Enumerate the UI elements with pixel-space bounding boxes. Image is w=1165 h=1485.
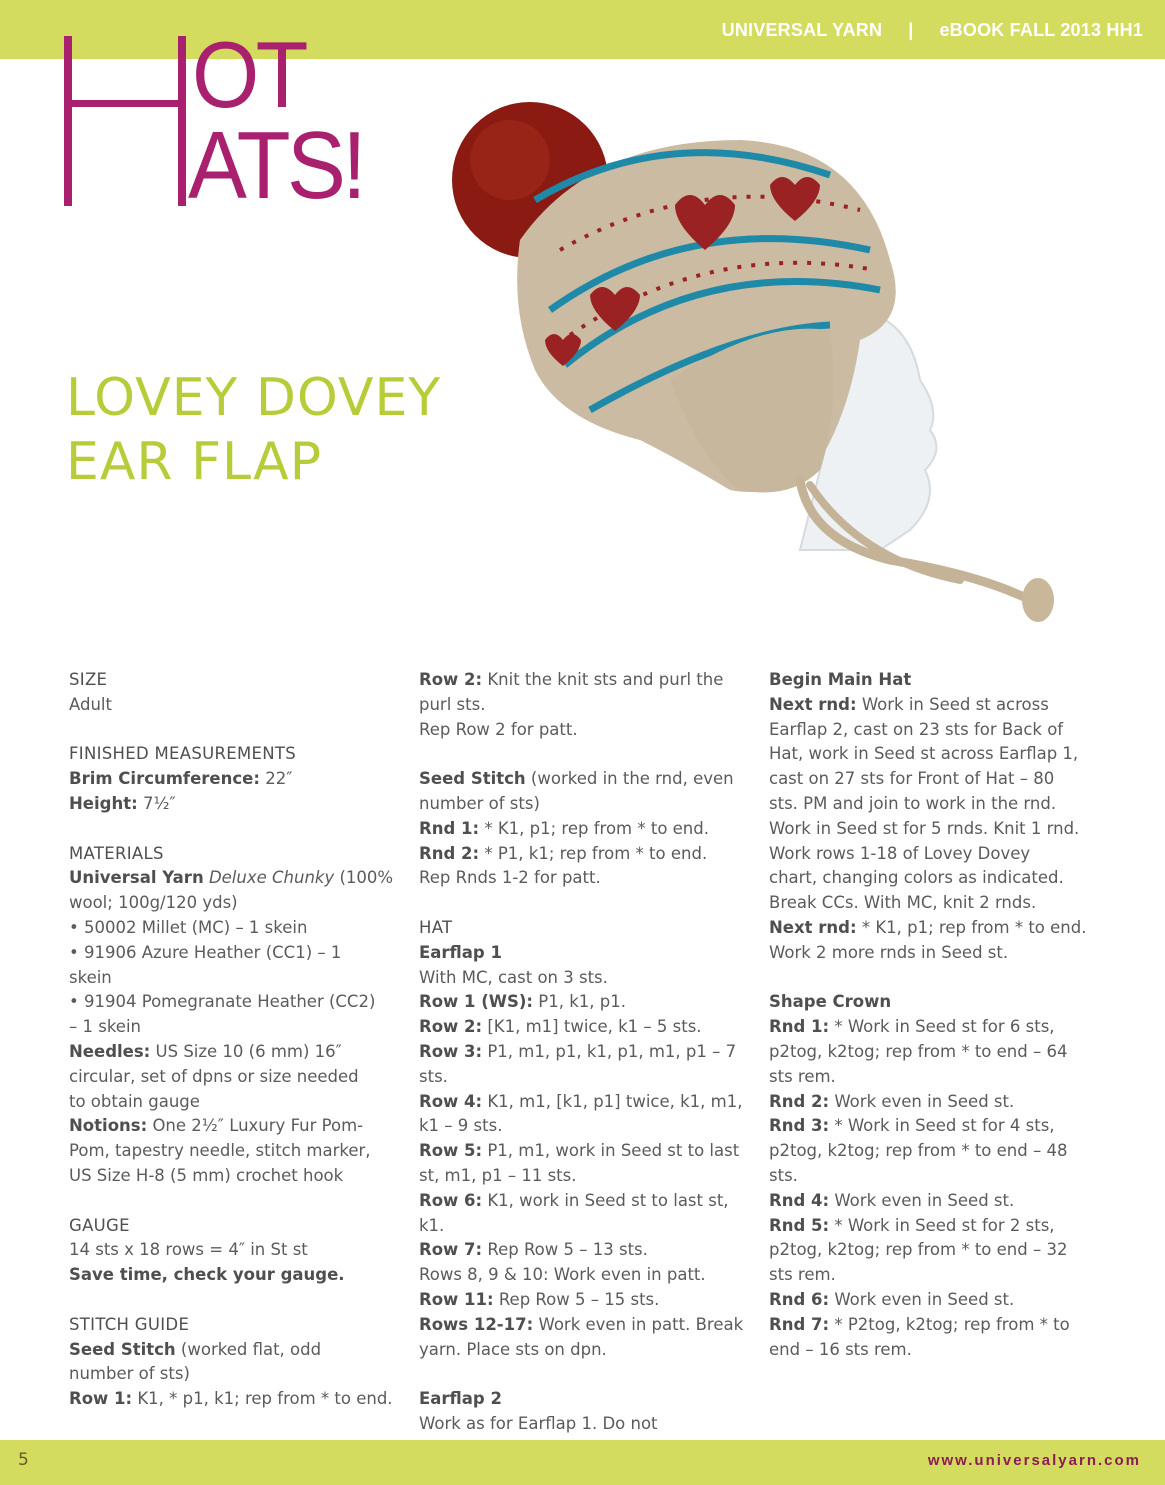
rnd-text-cont: Work rows 1-18 of Lovey Dovey — [769, 843, 1031, 863]
materials-heading: MATERIALS — [69, 843, 164, 863]
gauge-note: Save time, check your gauge. — [69, 1265, 345, 1285]
rnd-text: * Work in Seed st for 4 sts, — [829, 1116, 1055, 1136]
yarn-line — [69, 866, 409, 891]
notions-label: Notions: — [69, 1116, 148, 1136]
ef-row4 — [419, 1090, 759, 1115]
yarn-color-cc2-cont: – 1 skein — [69, 1017, 141, 1037]
row-label: Row 1 (WS): — [419, 992, 534, 1012]
rnd-text: * P2tog, k2tog; rep from * to — [829, 1314, 1070, 1334]
next-rnd — [769, 693, 1109, 718]
rnd-text-cont: Work 2 more rnds in Seed st. — [769, 942, 1009, 962]
row-label: Row 3: — [419, 1041, 483, 1061]
rnd-text: Work even in Seed st. — [829, 1289, 1015, 1309]
ef-row11 — [419, 1288, 759, 1313]
crown-rnd7 — [769, 1313, 1109, 1338]
rnd-text-cont: Work in Seed st for 5 rnds. Knit 1 rnd. — [769, 818, 1080, 838]
row-label: Row 7: — [419, 1240, 483, 1260]
rnd-text: Work in Seed st across — [856, 694, 1049, 714]
rnd-text: * P1, k1; rep from * to end. — [479, 843, 708, 863]
hat-photo — [440, 80, 1060, 660]
gauge-heading: GAUGE — [69, 1215, 130, 1235]
rnd-label: Rnd 2: — [419, 843, 480, 863]
yarn-color-cc1-cont: skein — [69, 967, 112, 987]
row-text-cont: yarn. Place sts on dpn. — [419, 1339, 607, 1359]
next-rnd-2 — [769, 916, 1109, 941]
rnd-label: Rnd 2: — [769, 1091, 830, 1111]
rnd-text: Work even in Seed st. — [829, 1091, 1015, 1111]
rnd-text-cont: chart, changing colors as indicated. — [769, 868, 1064, 888]
ef-row2 — [419, 1015, 759, 1040]
brim-value: 22″ — [259, 769, 293, 789]
page-number: 5 — [18, 1450, 29, 1470]
yarn-name: Deluxe Chunky — [203, 868, 335, 888]
needles-value-3: to obtain gauge — [69, 1091, 200, 1111]
header-bar — [0, 0, 1165, 59]
rnd-text: * K1, p1; rep from * to end. — [856, 917, 1087, 937]
row-text: P1, m1, work in Seed st to last — [482, 1141, 740, 1161]
rnd-text-cont: Break CCs. With MC, knit 2 rnds. — [769, 893, 1037, 913]
seed-row1 — [69, 1387, 409, 1412]
row-label: Row 11: — [419, 1289, 494, 1309]
crown-rnd1 — [769, 1015, 1109, 1040]
row-text: [K1, m1] twice, k1 – 5 sts. — [482, 1017, 702, 1037]
seed-flat-desc-2: number of sts) — [69, 1364, 190, 1384]
column-1 — [69, 668, 409, 1412]
rnd-label: Next rnd: — [769, 694, 857, 714]
footer-bar — [0, 1440, 1165, 1485]
crown-rnd6 — [769, 1288, 1109, 1313]
row-text: Knit the knit sts and purl the — [482, 670, 724, 689]
height-line — [69, 792, 409, 817]
website-link[interactable]: www.universalyarn.com — [927, 1452, 1141, 1469]
row-label: Row 5: — [419, 1141, 483, 1161]
ef-row1 — [419, 990, 759, 1015]
title-line-2: EAR FLAP — [66, 432, 323, 492]
height-value: 7½″ — [137, 793, 176, 813]
rnd-label: Rnd 7: — [769, 1314, 830, 1334]
yarn-color-mc: • 50002 Millet (MC) – 1 skein — [69, 917, 308, 937]
rnd-text-cont: sts. PM and join to work in the rnd. — [769, 793, 1057, 813]
rnd-text-cont: end – 16 sts rem. — [769, 1339, 912, 1359]
seed-rnd-desc-2: number of sts) — [419, 793, 540, 813]
yarn-brand: Universal Yarn — [69, 868, 204, 888]
logo-line-2: ATS! — [188, 112, 364, 219]
issue-label: eBOOK FALL 2013 HH1 — [939, 20, 1143, 40]
ef-row7 — [419, 1238, 759, 1263]
notions-value-3: US Size H-8 (5 mm) crochet hook — [69, 1165, 344, 1185]
publisher-name: UNIVERSAL YARN — [721, 20, 883, 40]
row-label: Row 2: — [419, 1017, 483, 1037]
yarn-color-cc2: • 91904 Pomegranate Heather (CC2) — [69, 992, 376, 1012]
row-text: K1, * p1, k1; rep from * to end. — [132, 1389, 393, 1409]
seed-rnd1 — [419, 817, 759, 842]
rnd-text-cont: Hat, work in Seed st across Earflap 1, — [769, 744, 1079, 764]
row-text-cont: st, m1, p1 – 11 sts. — [419, 1165, 577, 1185]
seed-flat-label: Seed Stitch — [69, 1339, 176, 1359]
earflap2-heading: Earflap 2 — [419, 1389, 502, 1409]
rnd-text-cont: p2tog, k2tog; rep from * to end – 48 — [769, 1141, 1068, 1161]
row-text: Rep Row 5 – 15 sts. — [493, 1289, 660, 1309]
yarn-color-cc1: • 91906 Azure Heather (CC1) – 1 — [69, 942, 342, 962]
earflap2-text: Work as for Earflap 1. Do not — [419, 1413, 658, 1433]
notions-value-2: Pom, tapestry needle, stitch marker, — [69, 1141, 371, 1161]
measurements-heading: FINISHED MEASUREMENTS — [69, 744, 297, 764]
ef-row5 — [419, 1139, 759, 1164]
crown-rnd4 — [769, 1189, 1109, 1214]
ef-rows8-10: Rows 8, 9 & 10: Work even in patt. — [419, 1265, 706, 1285]
rnd-text-cont: sts rem. — [769, 1265, 836, 1285]
rnd-text-cont: cast on 27 sts for Front of Hat – 80 — [769, 769, 1055, 789]
yarn-desc-2: wool; 100g/120 yds) — [69, 893, 238, 913]
seed-rnd-line — [419, 767, 759, 792]
rep-row2: Rep Row 2 for patt. — [419, 719, 578, 739]
rnd-label: Rnd 1: — [769, 1017, 830, 1037]
rnd-label: Next rnd: — [769, 917, 857, 937]
rnd-text-cont: Earflap 2, cast on 23 sts for Back of — [769, 719, 1064, 739]
main-hat-heading: Begin Main Hat — [769, 670, 912, 689]
rnd-text: Work even in Seed st. — [829, 1190, 1015, 1210]
header-separator: | — [908, 20, 914, 40]
rnd-text: * Work in Seed st for 2 sts, — [829, 1215, 1055, 1235]
header-text — [722, 20, 1143, 41]
needles-value: US Size 10 (6 mm) 16″ — [150, 1041, 342, 1061]
seed-row2 — [419, 668, 759, 693]
needles-line — [69, 1040, 409, 1065]
yarn-desc: (100% — [334, 868, 394, 888]
crown-rnd2 — [769, 1090, 1109, 1115]
row-label: Rows 12-17: — [419, 1314, 534, 1334]
notions-value: One 2½″ Luxury Fur Pom- — [147, 1116, 364, 1136]
ef-row3 — [419, 1040, 759, 1090]
rnd-text-cont: sts. — [769, 1165, 798, 1185]
logo-line-1: OT — [192, 22, 305, 127]
crown-rnd3 — [769, 1114, 1109, 1139]
row-label: Row 6: — [419, 1190, 483, 1210]
row-text: P1, k1, p1. — [533, 992, 626, 1012]
rnd-text-cont: p2tog, k2tog; rep from * to end – 32 — [769, 1240, 1068, 1260]
rnd-text: * Work in Seed st for 6 sts, — [829, 1017, 1055, 1037]
rnd-text: * K1, p1; rep from * to end. — [479, 818, 709, 838]
rnd-text-cont: sts rem. — [769, 1066, 836, 1086]
gauge-value: 14 sts x 18 rows = 4″ in St st — [69, 1240, 308, 1260]
hat-heading: HAT — [419, 917, 453, 937]
row-text-cont: k1 – 9 sts. — [419, 1116, 503, 1136]
row-text: P1, m1, p1, k1, p1, m1, p1 – 7 sts. — [419, 1041, 737, 1086]
rep-rnds: Rep Rnds 1-2 for patt. — [419, 868, 601, 888]
height-label: Height: — [69, 793, 138, 813]
seed-flat-line — [69, 1338, 409, 1363]
column-3 — [769, 668, 1109, 1362]
earflap1-heading: Earflap 1 — [419, 942, 502, 962]
rnd-text-cont: p2tog, k2tog; rep from * to end – 64 — [769, 1041, 1068, 1061]
title-line-1: LOVEY DOVEY — [66, 368, 442, 428]
row-text: K1, m1, [k1, p1] twice, k1, m1, — [482, 1091, 743, 1111]
logo-big-h — [64, 36, 144, 206]
row-text: Work even in patt. Break — [533, 1314, 744, 1334]
brim-line — [69, 767, 409, 792]
column-2 — [419, 668, 759, 1462]
needles-value-2: circular, set of dpns or size needed — [69, 1066, 359, 1086]
ef-rows12-17 — [419, 1313, 759, 1338]
row-label: Row 1: — [69, 1389, 133, 1409]
brim-label: Brim Circumference: — [69, 769, 260, 789]
earflap1-intro: With MC, cast on 3 sts. — [419, 967, 608, 987]
rnd-label: Rnd 6: — [769, 1289, 830, 1309]
seed-rnd-desc: (worked in the rnd, even — [525, 769, 734, 789]
rnd-label: Rnd 3: — [769, 1116, 830, 1136]
ef-row6 — [419, 1189, 759, 1239]
row-text-cont: purl sts. — [419, 694, 486, 714]
seed-flat-desc: (worked flat, odd — [175, 1339, 322, 1359]
row-text: K1, work in Seed st to last st, k1. — [419, 1190, 729, 1235]
seed-rnd-label: Seed Stitch — [419, 769, 526, 789]
rnd-label: Rnd 5: — [769, 1215, 830, 1235]
seed-rnd2 — [419, 842, 759, 867]
stitch-guide-heading: STITCH GUIDE — [69, 1314, 190, 1334]
row-text: Rep Row 5 – 13 sts. — [482, 1240, 648, 1260]
pattern-title — [66, 366, 441, 494]
size-heading: SIZE — [69, 670, 108, 689]
size-value: Adult — [69, 694, 112, 714]
row-label: Row 2: — [419, 670, 483, 689]
rnd-label: Rnd 4: — [769, 1190, 830, 1210]
rnd-label: Rnd 1: — [419, 818, 480, 838]
shape-crown-heading: Shape Crown — [769, 992, 892, 1012]
notions-line — [69, 1114, 409, 1139]
crown-rnd5 — [769, 1214, 1109, 1239]
row-label: Row 4: — [419, 1091, 483, 1111]
needles-label: Needles: — [69, 1041, 151, 1061]
